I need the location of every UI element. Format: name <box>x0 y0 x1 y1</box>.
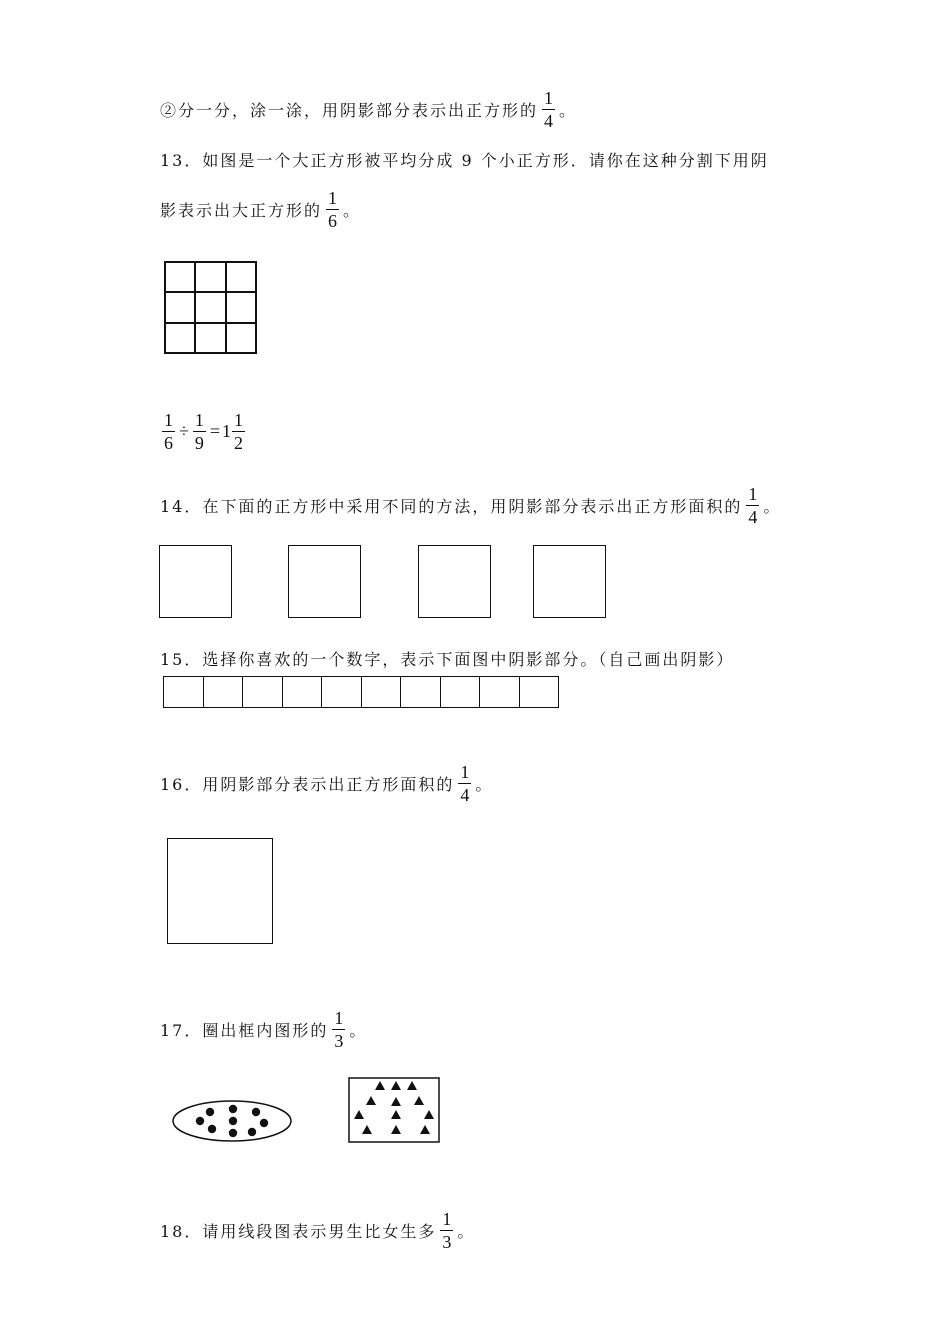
triangle <box>414 1096 424 1105</box>
fraction: $\frac{1}{4}$ <box>460 762 470 805</box>
nine-square-grid[interactable] <box>164 261 257 354</box>
triangles-box-figure[interactable] <box>348 1077 440 1143</box>
q15-line: 15．选择你喜欢的一个数字，表示下面图中阴影部分。（自己画出阴影） <box>160 650 735 669</box>
dot <box>196 1117 204 1125</box>
q17-line: 17．圈出框内图形的 $\frac{1}{3}$ 。 <box>160 1008 368 1051</box>
triangle <box>391 1110 401 1119</box>
dot <box>229 1105 237 1113</box>
triangle <box>362 1125 372 1134</box>
dot <box>252 1108 260 1116</box>
square-2[interactable] <box>288 545 361 618</box>
ten-cell-strip[interactable] <box>163 676 559 708</box>
q12-part2-text: ②分一分，涂一涂，用阴影部分表示出正方形的 <box>160 101 539 120</box>
fraction: $\frac{1}{3}$ <box>334 1008 344 1051</box>
triangle <box>366 1096 376 1105</box>
fraction: $\frac{1}{6}$ <box>328 188 338 231</box>
triangle <box>375 1081 385 1090</box>
triangle <box>354 1110 364 1119</box>
square-3[interactable] <box>418 545 491 618</box>
dot <box>260 1119 268 1127</box>
q12-part2-line: ②分一分，涂一涂，用阴影部分表示出正方形的 $\frac{1}{4}$ 。 <box>160 88 578 131</box>
q13-line2: 影表示出大正方形的 $\frac{1}{6}$ 。 <box>160 188 362 231</box>
square-4[interactable] <box>533 545 606 618</box>
q13-line1: 13．如图是一个大正方形被平均分成 9 个小正方形．请你在这种分割下用阴 <box>160 151 769 170</box>
triangle <box>420 1125 430 1134</box>
fraction: $\frac{1}{3}$ <box>442 1209 452 1252</box>
dot <box>206 1108 214 1116</box>
dot <box>208 1125 216 1133</box>
triangle <box>391 1097 401 1106</box>
triangle <box>407 1081 417 1090</box>
dot <box>248 1128 256 1136</box>
fraction: $\frac{1}{4}$ <box>748 484 758 527</box>
fraction: $\frac{1}{4}$ <box>544 88 554 131</box>
dots-ellipse-figure[interactable] <box>170 1096 294 1146</box>
triangle <box>424 1110 434 1119</box>
triangle <box>391 1125 401 1134</box>
q18-line: 18．请用线段图表示男生比女生多 $\frac{1}{3}$ 。 <box>160 1209 476 1252</box>
dot <box>229 1117 237 1125</box>
large-square[interactable] <box>167 838 273 944</box>
square-1[interactable] <box>159 545 232 618</box>
q14-line: 14．在下面的正方形中采用不同的方法，用阴影部分表示出正方形面积的 $\frac{1}{4}$ 。 <box>160 484 782 527</box>
q13-answer-equation: $\frac{1}{6}$ ÷ $\frac{1}{9}$ = 1 $\frac{1}{2}$ <box>164 410 244 453</box>
triangle <box>391 1081 401 1090</box>
dot <box>229 1129 237 1137</box>
q16-line: 16．用阴影部分表示出正方形面积的 $\frac{1}{4}$ 。 <box>160 762 494 805</box>
